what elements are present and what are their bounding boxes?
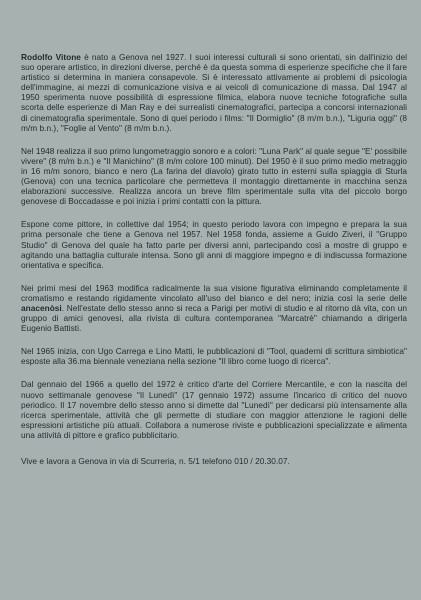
paragraph-anacenosi-before: Nei primi mesi del 1963 modifica radicalmente la sua visione figurativa eliminando completamente il cromatismo e restando rigidamente vincolato all'uso del bianco e del nero; inizia così la serie delle [21, 282, 407, 303]
paragraph-intro [21, 52, 407, 133]
paragraph-address: Vive e lavora a Genova in via di Scurreria, n. 5/1 telefono 010 / 20.30.07. [21, 456, 290, 466]
paragraph-anacenosi [21, 283, 407, 333]
paragraph-painting: Espone come pittore, in collettive dal 1954; in questo periodo lavora con impegno e prepara la sua prima personale che tiene a Genova nel 1957. Nel 1958 fonda, assieme a Guido Ziveri, il "Gruppo Studio" di Genova del quale ha fatto parte per diversi anni, partecipando così a mostre di gruppo e agitando una battaglia culturale intensa. Sono gli anni di maggiore impegno e di indiscussa formazione orientativa e specifica. [21, 219, 407, 270]
paragraph-intro-text: è nato a Genova nel 1927. I suoi interessi culturali si sono orientati, sin dall'inizio del suo operare artistico, in direzioni diverse, perché è da questa somma di esperienze specifiche che il fare artistico si determina in maniera consapevole. Si è interessato attivamente ai problemi di psicologia dell'immagine, ai mezzi di comunicazione visiva e ai veicoli di comunicazione di massa. Dal 1947 al 1950 sperimenta nuove possibilità di espressione filmica, elabora nuove tecniche fotografiche sulla scorta delle esperienze di Man Ray e dei surrealisti cinematografici, partecipa a concorsi internazionali di cinematografia sperimentale. Sono di quel periodo i films: "Il Dormiglio" (8 m/m b.n.), "Liguria oggi" (8 m/m b.n.), "Foglie al Vento" (8 m/m b.n.). [21, 52, 407, 133]
paragraph-anacenosi-after: . Nell'estate dello stesso anno si reca a Parigi per motivi di studio e al ritorno dà vita, con un gruppo di amici genovesi, alla rivista di cultura contemporanea "Marcatrè" chiamando a dirigerla Eugenio Battisti. [21, 302, 407, 334]
paragraph-critic: Dal gennaio del 1966 a quello del 1972 è critico d'arte del Corriere Mercantile, e con la nascita del nuovo settimanale genovese "Il Lunedì" (17 gennaio 1972) assume l'incarico di critico del nuovo periodico. Il 17 novembre dello stesso anno si dimette dal "Lunedì" per dedicarsi più intensamente alla ricerca sperimentale, attività che gli permette di studiare con maggior attenzione le ragioni delle espressioni artistiche più attuali. Collabora a numerose riviste e pubblicazioni specializzate e alimenta una attività di pittore e grafico pubblicitario. [21, 379, 407, 440]
artist-name: Rodolfo Vitone [21, 52, 81, 62]
anacenosi-term: anacenòsi [21, 302, 62, 313]
paragraph-films: Nel 1948 realizza il suo primo lungometraggio sonoro e a colori: "Luna Park" al quale segue "E' possibile vivere" (8 m/m b.n.) e "Il Manichino" (8 m/m colore 100 minuti). Del 1950 è il suo primo medio metraggio in 16 m/m sonoro, bianco e nero (La farina del diavolo) girato tutto in esterni sulla spiaggia di Sturla (Genova) con una tecnica particolare che permetteva il montaggio direttamente in macchina senza elaborazioni successive. Realizza ancora un breve film sperimentale sulla vita del piccolo borgo genovese di Boccadasse e poi inizia i primi contatti con la pittura. [21, 145, 407, 207]
paragraph-tool: Nel 1965 inizia, con Ugo Carrega e Lino Matti, le pubblicazioni di "Tool, quaderni di scrittura simbiotica" esposte alla 36.ma biennale veneziana nella sezione "Il libro come luogo di ricerca". [21, 346, 407, 367]
